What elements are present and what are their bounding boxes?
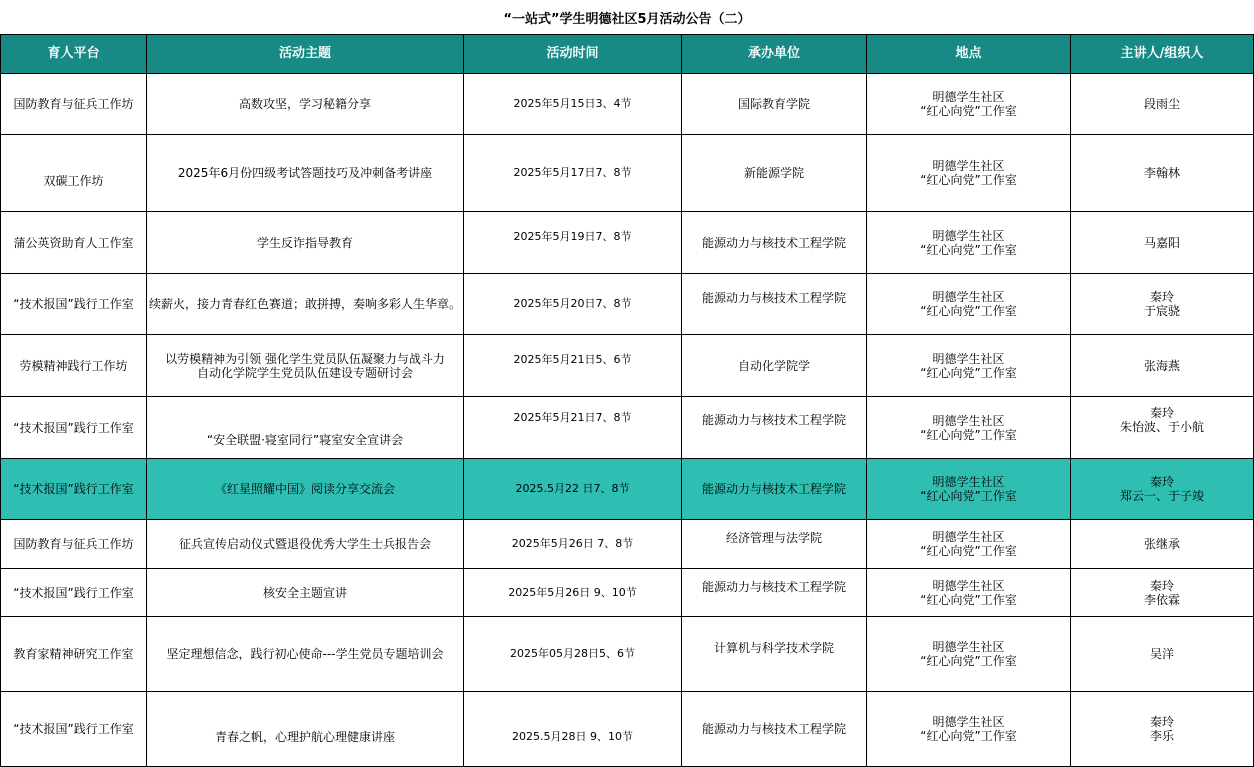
cell-speaker-text: 李翰林 <box>1143 166 1180 180</box>
header-theme: 活动主题 <box>147 35 464 74</box>
cell-platform-text: “技术报国”践行工作室 <box>13 722 134 736</box>
table-row <box>1 459 1254 520</box>
cell-location-text: 明德学生社区 “红心向党”工作室 <box>920 578 1017 607</box>
cell-platform <box>1 520 147 569</box>
cell-unit <box>682 397 867 459</box>
cell-speaker <box>1071 569 1254 617</box>
cell-time <box>464 135 682 212</box>
cell-platform-text: 双碳工作坊 <box>43 174 104 188</box>
cell-speaker <box>1071 520 1254 569</box>
cell-unit-text: 计算机与科学技术学院 <box>713 641 834 655</box>
cell-unit-text: 能源动力与核技术工程学院 <box>701 291 846 305</box>
cell-theme-text: 高数攻坚，学习秘籍分享 <box>238 97 371 111</box>
cell-speaker-text: 张继承 <box>1143 537 1180 551</box>
cell-speaker-text: 秦玲 郑云一、于子竣 <box>1119 475 1204 503</box>
cell-unit-text: 能源动力与核技术工程学院 <box>701 235 846 250</box>
cell-time <box>464 212 682 274</box>
cell-time-text: 2025年5月26日 7、8节 <box>511 537 634 550</box>
cell-theme <box>147 459 464 520</box>
cell-location-text: 明德学生社区 “红心向党”工作室 <box>920 351 1017 380</box>
cell-platform <box>1 617 147 692</box>
cell-location-text: 明德学生社区 “红心向党”工作室 <box>920 475 1017 503</box>
cell-platform-text: 国防教育与征兵工作坊 <box>13 97 134 111</box>
cell-location <box>867 274 1071 335</box>
cell-location-text: 明德学生社区 “红心向党”工作室 <box>920 640 1017 668</box>
table-header-row <box>1 35 1254 74</box>
cell-theme <box>147 692 464 767</box>
cell-theme <box>147 135 464 212</box>
cell-unit-text: 国际教育学院 <box>737 97 810 111</box>
header-unit: 承办单位 <box>682 35 867 74</box>
table-row <box>1 274 1254 335</box>
cell-theme <box>147 520 464 569</box>
cell-speaker-text: 马嘉阳 <box>1143 235 1180 250</box>
cell-unit <box>682 569 867 617</box>
cell-speaker-text: 秦玲 李依霖 <box>1143 578 1180 607</box>
cell-theme <box>147 569 464 617</box>
table-row <box>1 397 1254 459</box>
cell-platform-text: “技术报国”践行工作室 <box>13 297 134 311</box>
cell-theme <box>147 335 464 397</box>
cell-platform <box>1 569 147 617</box>
cell-unit <box>682 212 867 274</box>
cell-theme-text: 《红星照耀中国》阅读分享交流会 <box>214 482 395 496</box>
table-row <box>1 212 1254 274</box>
cell-speaker <box>1071 135 1254 212</box>
cell-location <box>867 692 1071 767</box>
cell-unit-text: 经济管理与法学院 <box>725 531 822 545</box>
cell-time <box>464 692 682 767</box>
cell-location-text: 明德学生社区 “红心向党”工作室 <box>920 715 1017 743</box>
cell-location <box>867 74 1071 135</box>
cell-unit <box>682 74 867 135</box>
cell-speaker-text: 秦玲 朱怡波、于小航 <box>1119 405 1204 434</box>
cell-unit <box>682 692 867 767</box>
cell-theme <box>147 617 464 692</box>
cell-time-text: 2025年5月26日 9、10节 <box>508 585 637 599</box>
cell-speaker <box>1071 335 1254 397</box>
cell-unit <box>682 520 867 569</box>
header-speaker: 主讲人/组织人 <box>1071 35 1254 74</box>
cell-unit <box>682 617 867 692</box>
cell-unit-text: 新能源学院 <box>743 166 804 180</box>
cell-platform <box>1 397 147 459</box>
cell-speaker-text: 吴洋 <box>1149 647 1174 661</box>
cell-time <box>464 274 682 335</box>
cell-location <box>867 569 1071 617</box>
cell-speaker-text: 秦玲 于宸骁 <box>1143 290 1180 318</box>
cell-location-text: 明德学生社区 “红心向党”工作室 <box>920 228 1017 257</box>
cell-unit-text: 能源动力与核技术工程学院 <box>701 482 846 496</box>
cell-platform <box>1 212 147 274</box>
cell-time <box>464 74 682 135</box>
cell-time-text: 2025年05月28日5、6节 <box>510 647 635 660</box>
cell-speaker <box>1071 397 1254 459</box>
cell-theme <box>147 274 464 335</box>
cell-speaker <box>1071 459 1254 520</box>
cell-speaker <box>1071 617 1254 692</box>
cell-location-text: 明德学生社区 “红心向党”工作室 <box>920 90 1017 118</box>
cell-platform <box>1 459 147 520</box>
cell-platform-text: “技术报国”践行工作室 <box>13 585 134 600</box>
cell-unit-text: 能源动力与核技术工程学院 <box>701 579 846 594</box>
activity-table <box>0 34 1254 767</box>
cell-speaker-text: 秦玲 李乐 <box>1149 715 1174 743</box>
cell-location <box>867 135 1071 212</box>
cell-platform-text: 蒲公英资助育人工作室 <box>13 235 134 250</box>
cell-time <box>464 520 682 569</box>
cell-platform <box>1 692 147 767</box>
cell-time-text: 2025年5月21日7、8节 <box>513 410 632 424</box>
cell-location <box>867 520 1071 569</box>
cell-time <box>464 617 682 692</box>
cell-theme-text: 坚定理想信念，践行初心使命---学生党员专题培训会 <box>166 647 444 661</box>
cell-speaker <box>1071 212 1254 274</box>
cell-platform <box>1 135 147 212</box>
cell-unit <box>682 135 867 212</box>
cell-unit-text: 能源动力与核技术工程学院 <box>701 722 846 736</box>
cell-location <box>867 212 1071 274</box>
cell-time-text: 2025年5月19日7、8节 <box>513 229 632 243</box>
cell-location-text: 明德学生社区 “红心向党”工作室 <box>920 413 1017 442</box>
cell-unit <box>682 335 867 397</box>
cell-speaker <box>1071 692 1254 767</box>
cell-theme <box>147 212 464 274</box>
cell-unit <box>682 274 867 335</box>
cell-location <box>867 617 1071 692</box>
cell-time <box>464 569 682 617</box>
cell-time-text: 2025年5月21日5、6节 <box>513 352 632 366</box>
header-platform: 育人平台 <box>1 35 147 74</box>
header-location: 地点 <box>867 35 1071 74</box>
table-row <box>1 335 1254 397</box>
cell-platform-text: 教育家精神研究工作室 <box>13 647 134 661</box>
cell-speaker-text: 段雨尘 <box>1143 97 1180 111</box>
cell-theme-text: 以劳模精神为引领 强化学生党员队伍凝聚力与战斗力 自动化学院学生党员队伍建设专题研讨会 <box>165 351 445 380</box>
cell-speaker-text: 张海燕 <box>1143 358 1180 373</box>
cell-platform-text: 劳模精神践行工作坊 <box>19 358 128 373</box>
cell-time-text: 2025.5月28日 9、10节 <box>512 730 633 743</box>
cell-theme-text: 续薪火，接力青春红色赛道；敢拼搏，奏响多彩人生华章。 <box>149 297 462 311</box>
cell-theme-text: “安全联盟·寝室同行”寝室安全宣讲会 <box>206 432 404 447</box>
cell-time-text: 2025年5月20日7、8节 <box>513 297 632 310</box>
cell-theme-text: 2025年6月份四级考试答题技巧及冲刺备考讲座 <box>177 166 433 180</box>
cell-time-text: 2025年5月17日7、8节 <box>513 166 632 179</box>
cell-theme-text: 核安全主题宣讲 <box>262 585 347 600</box>
cell-speaker <box>1071 274 1254 335</box>
cell-time <box>464 459 682 520</box>
cell-unit-text: 能源动力与核技术工程学院 <box>701 412 846 427</box>
cell-location <box>867 459 1071 520</box>
cell-unit <box>682 459 867 520</box>
cell-theme <box>147 397 464 459</box>
header-time: 活动时间 <box>464 35 682 74</box>
cell-theme-text: 青春之帆，心理护航心理健康讲座 <box>214 730 395 744</box>
page-title: “一站式”学生明德社区5月活动公告（二） <box>503 11 751 27</box>
cell-time <box>464 335 682 397</box>
cell-theme-text: 征兵宣传启动仪式暨退役优秀大学生士兵报告会 <box>178 537 431 551</box>
cell-theme <box>147 74 464 135</box>
cell-location-text: 明德学生社区 “红心向党”工作室 <box>920 290 1017 318</box>
cell-time-text: 2025年5月15日3、4节 <box>513 97 632 110</box>
cell-platform-text: 国防教育与征兵工作坊 <box>13 537 134 551</box>
cell-unit-text: 自动化学院学 <box>737 358 810 373</box>
table-row <box>1 692 1254 767</box>
table-row <box>1 135 1254 212</box>
cell-time <box>464 397 682 459</box>
cell-platform <box>1 274 147 335</box>
table-row <box>1 617 1254 692</box>
cell-platform-text: “技术报国”践行工作室 <box>13 420 134 435</box>
cell-location-text: 明德学生社区 “红心向党”工作室 <box>920 159 1017 187</box>
cell-speaker <box>1071 74 1254 135</box>
cell-theme-text: 学生反诈指导教育 <box>256 235 353 250</box>
cell-platform <box>1 74 147 135</box>
table-row <box>1 520 1254 569</box>
cell-location <box>867 397 1071 459</box>
table-row <box>1 74 1254 135</box>
cell-location-text: 明德学生社区 “红心向党”工作室 <box>920 530 1017 558</box>
cell-location <box>867 335 1071 397</box>
cell-platform-text: “技术报国”践行工作室 <box>13 482 134 496</box>
cell-time-text: 2025.5月22 日7、8节 <box>515 482 630 495</box>
cell-platform <box>1 335 147 397</box>
table-row <box>1 569 1254 617</box>
